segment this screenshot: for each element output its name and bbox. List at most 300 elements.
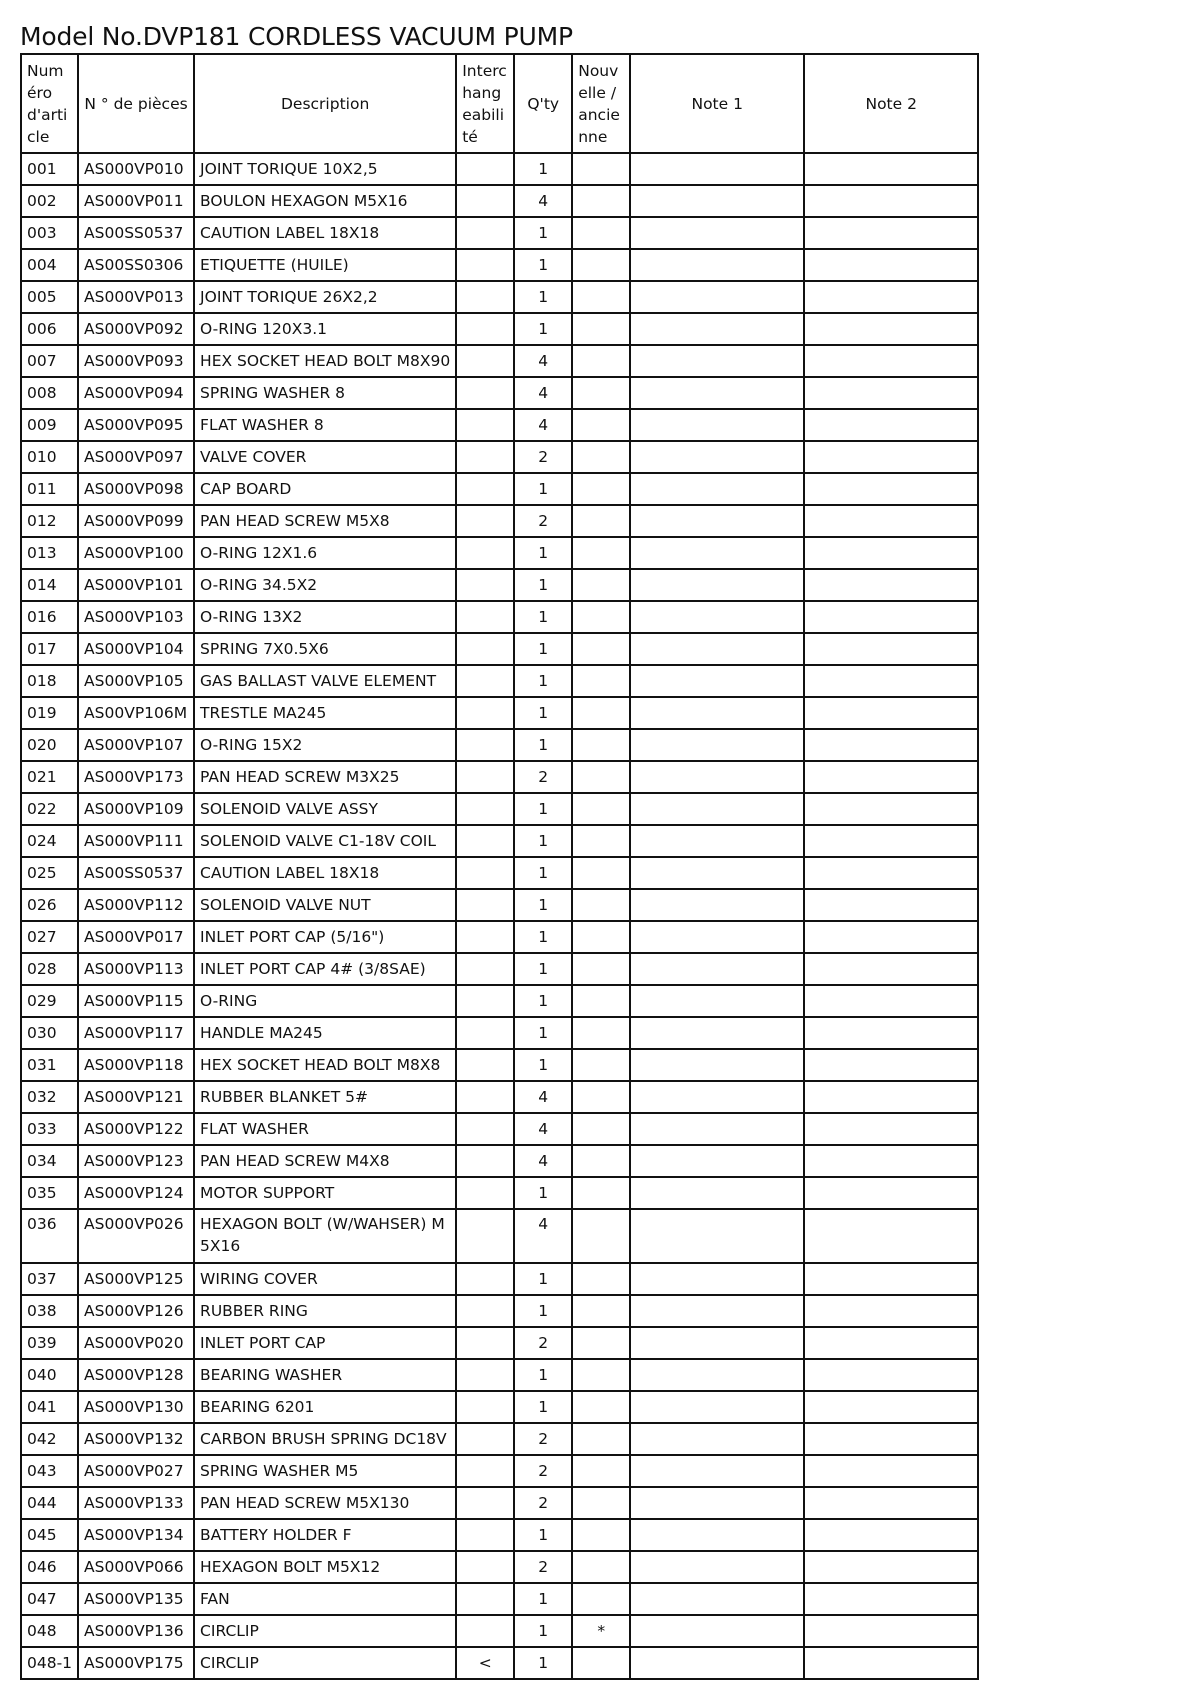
table-row [21,473,978,505]
cell-qty: 1 [514,537,572,569]
cell-description: PAN HEAD SCREW M5X8 [194,505,456,537]
cell-note-1 [630,1113,804,1145]
cell-qty: 1 [514,889,572,921]
cell-item-no: 004 [21,249,78,281]
cell-note-1 [630,1455,804,1487]
cell-item-no: 009 [21,409,78,441]
cell-part-no: AS000VP092 [78,313,194,345]
table-row [21,345,978,377]
cell-new-old [572,729,630,761]
cell-description: INLET PORT CAP [194,1327,456,1359]
cell-new-old [572,1145,630,1177]
cell-note-2 [804,1081,978,1113]
cell-part-no: AS000VP026 [78,1209,194,1263]
cell-part-no: AS000VP136 [78,1615,194,1647]
cell-note-2 [804,1177,978,1209]
cell-part-no: AS000VP093 [78,345,194,377]
cell-item-no: 046 [21,1551,78,1583]
cell-description: INLET PORT CAP 4# (3/8SAE) [194,953,456,985]
cell-new-old [572,1113,630,1145]
cell-description: HEX SOCKET HEAD BOLT M8X90 [194,345,456,377]
cell-new-old [572,409,630,441]
cell-note-2 [804,185,978,217]
cell-note-1 [630,793,804,825]
cell-interchangeability [456,601,514,633]
cell-new-old [572,1551,630,1583]
cell-interchangeability [456,857,514,889]
cell-qty: 1 [514,1049,572,1081]
cell-qty: 2 [514,1455,572,1487]
cell-note-1 [630,537,804,569]
cell-item-no: 027 [21,921,78,953]
cell-item-no: 029 [21,985,78,1017]
cell-note-1 [630,1209,804,1263]
cell-item-no: 040 [21,1359,78,1391]
header-item-no: Numéro d'article [21,54,78,153]
cell-interchangeability [456,1391,514,1423]
table-row [21,761,978,793]
cell-note-2 [804,1359,978,1391]
cell-new-old [572,1209,630,1263]
cell-new-old [572,1391,630,1423]
cell-description: FAN [194,1583,456,1615]
cell-note-2 [804,217,978,249]
cell-note-1 [630,1423,804,1455]
table-row [21,409,978,441]
cell-qty: 1 [514,1359,572,1391]
parts-table-body [21,153,978,1679]
header-qty: Q'ty [514,54,572,153]
cell-description: RUBBER BLANKET 5# [194,1081,456,1113]
cell-new-old [572,1583,630,1615]
cell-note-1 [630,1145,804,1177]
cell-new-old [572,1327,630,1359]
cell-qty: 1 [514,569,572,601]
cell-item-no: 030 [21,1017,78,1049]
cell-description: BEARING 6201 [194,1391,456,1423]
cell-description: JOINT TORIQUE 26X2,2 [194,281,456,313]
cell-new-old: * [572,1615,630,1647]
cell-qty: 4 [514,409,572,441]
cell-interchangeability [456,1113,514,1145]
cell-note-2 [804,1327,978,1359]
cell-item-no: 031 [21,1049,78,1081]
cell-new-old [572,1017,630,1049]
cell-item-no: 043 [21,1455,78,1487]
cell-interchangeability [456,313,514,345]
cell-interchangeability [456,1209,514,1263]
cell-description: BEARING WASHER [194,1359,456,1391]
cell-qty: 1 [514,1583,572,1615]
cell-qty: 1 [514,1263,572,1295]
cell-note-1 [630,921,804,953]
cell-new-old [572,1081,630,1113]
cell-qty: 2 [514,1487,572,1519]
table-row [21,1391,978,1423]
cell-description: BATTERY HOLDER F [194,1519,456,1551]
cell-part-no: AS00VP106M [78,697,194,729]
cell-new-old [572,601,630,633]
cell-qty: 4 [514,1081,572,1113]
cell-qty: 1 [514,1519,572,1551]
table-row [21,1455,978,1487]
cell-item-no: 003 [21,217,78,249]
cell-description: SPRING WASHER 8 [194,377,456,409]
table-row [21,537,978,569]
cell-description: WIRING COVER [194,1263,456,1295]
table-row [21,377,978,409]
cell-interchangeability [456,889,514,921]
cell-item-no: 005 [21,281,78,313]
cell-note-1 [630,1391,804,1423]
cell-part-no: AS000VP133 [78,1487,194,1519]
cell-interchangeability [456,345,514,377]
cell-interchangeability [456,665,514,697]
cell-description: SPRING WASHER M5 [194,1455,456,1487]
cell-note-2 [804,985,978,1017]
cell-qty: 1 [514,697,572,729]
cell-new-old [572,857,630,889]
cell-note-2 [804,793,978,825]
cell-part-no: AS000VP105 [78,665,194,697]
cell-part-no: AS000VP020 [78,1327,194,1359]
cell-item-no: 037 [21,1263,78,1295]
cell-description: SOLENOID VALVE C1-18V COIL [194,825,456,857]
cell-qty: 1 [514,281,572,313]
cell-note-2 [804,857,978,889]
cell-interchangeability [456,153,514,185]
cell-note-2 [804,1647,978,1679]
cell-item-no: 047 [21,1583,78,1615]
cell-item-no: 022 [21,793,78,825]
cell-note-2 [804,1487,978,1519]
cell-new-old [572,761,630,793]
cell-interchangeability [456,505,514,537]
cell-new-old [572,1359,630,1391]
cell-item-no: 044 [21,1487,78,1519]
cell-description: VALVE COVER [194,441,456,473]
cell-part-no: AS000VP099 [78,505,194,537]
cell-item-no: 039 [21,1327,78,1359]
cell-note-2 [804,1615,978,1647]
cell-note-1 [630,377,804,409]
cell-part-no: AS000VP111 [78,825,194,857]
cell-note-2 [804,921,978,953]
cell-qty: 1 [514,313,572,345]
header-part-no: N ° de pièces [78,54,194,153]
cell-note-2 [804,1209,978,1263]
cell-qty: 1 [514,249,572,281]
cell-note-1 [630,249,804,281]
table-row [21,1487,978,1519]
cell-description: PAN HEAD SCREW M3X25 [194,761,456,793]
cell-qty: 4 [514,1113,572,1145]
cell-new-old [572,825,630,857]
header-description: Description [194,54,456,153]
cell-description: HEX SOCKET HEAD BOLT M8X8 [194,1049,456,1081]
cell-interchangeability [456,441,514,473]
cell-part-no: AS000VP117 [78,1017,194,1049]
cell-qty: 1 [514,1177,572,1209]
table-row [21,1615,978,1647]
cell-item-no: 038 [21,1295,78,1327]
cell-note-1 [630,153,804,185]
cell-part-no: AS00SS0537 [78,217,194,249]
cell-new-old [572,1647,630,1679]
cell-interchangeability [456,1295,514,1327]
cell-note-2 [804,1049,978,1081]
cell-item-no: 007 [21,345,78,377]
cell-interchangeability [456,1017,514,1049]
cell-new-old [572,889,630,921]
cell-part-no: AS000VP103 [78,601,194,633]
table-row [21,505,978,537]
cell-item-no: 020 [21,729,78,761]
cell-description: SPRING 7X0.5X6 [194,633,456,665]
cell-description: BOULON HEXAGON M5X16 [194,185,456,217]
cell-new-old [572,1049,630,1081]
cell-note-1 [630,665,804,697]
cell-note-2 [804,665,978,697]
cell-interchangeability [456,697,514,729]
cell-part-no: AS000VP122 [78,1113,194,1145]
cell-note-2 [804,281,978,313]
cell-description: GAS BALLAST VALVE ELEMENT [194,665,456,697]
cell-note-1 [630,633,804,665]
table-row [21,1263,978,1295]
table-row [21,1519,978,1551]
header-interchangeability: Interchangeabilité [456,54,514,153]
cell-description: HEXAGON BOLT (W/WAHSER) M5X16 [194,1209,456,1263]
cell-note-1 [630,345,804,377]
cell-interchangeability [456,1359,514,1391]
cell-note-2 [804,441,978,473]
cell-description: FLAT WASHER [194,1113,456,1145]
table-row [21,825,978,857]
cell-note-2 [804,1145,978,1177]
cell-note-1 [630,217,804,249]
cell-part-no: AS000VP115 [78,985,194,1017]
cell-interchangeability [456,1487,514,1519]
table-row [21,889,978,921]
cell-note-2 [804,953,978,985]
cell-item-no: 042 [21,1423,78,1455]
cell-new-old [572,1423,630,1455]
cell-interchangeability [456,569,514,601]
cell-description: CAUTION LABEL 18X18 [194,217,456,249]
cell-description: TRESTLE MA245 [194,697,456,729]
cell-qty: 2 [514,441,572,473]
cell-part-no: AS000VP013 [78,281,194,313]
cell-part-no: AS000VP113 [78,953,194,985]
cell-item-no: 001 [21,153,78,185]
cell-new-old [572,1263,630,1295]
cell-note-1 [630,1615,804,1647]
cell-interchangeability [456,825,514,857]
cell-interchangeability [456,729,514,761]
cell-part-no: AS000VP097 [78,441,194,473]
cell-item-no: 045 [21,1519,78,1551]
cell-item-no: 036 [21,1209,78,1263]
cell-new-old [572,281,630,313]
cell-description: INLET PORT CAP (5/16") [194,921,456,953]
table-row [21,217,978,249]
cell-interchangeability [456,1519,514,1551]
cell-qty: 4 [514,1209,572,1263]
cell-interchangeability [456,217,514,249]
table-row [21,1049,978,1081]
cell-note-2 [804,729,978,761]
cell-interchangeability [456,1551,514,1583]
cell-new-old [572,793,630,825]
cell-interchangeability [456,1455,514,1487]
cell-part-no: AS000VP107 [78,729,194,761]
cell-interchangeability [456,537,514,569]
cell-new-old [572,953,630,985]
cell-qty: 2 [514,761,572,793]
cell-item-no: 016 [21,601,78,633]
cell-part-no: AS000VP126 [78,1295,194,1327]
cell-interchangeability [456,249,514,281]
table-row [21,569,978,601]
table-row [21,153,978,185]
cell-new-old [572,985,630,1017]
cell-new-old [572,1455,630,1487]
cell-interchangeability [456,793,514,825]
cell-interchangeability [456,985,514,1017]
table-row [21,1145,978,1177]
cell-interchangeability [456,1049,514,1081]
cell-note-2 [804,825,978,857]
cell-note-1 [630,825,804,857]
cell-item-no: 017 [21,633,78,665]
table-row [21,1081,978,1113]
cell-note-1 [630,1551,804,1583]
cell-note-2 [804,1519,978,1551]
cell-note-2 [804,1113,978,1145]
cell-description: FLAT WASHER 8 [194,409,456,441]
cell-new-old [572,185,630,217]
table-row [21,1551,978,1583]
cell-item-no: 008 [21,377,78,409]
cell-item-no: 025 [21,857,78,889]
table-row [21,857,978,889]
cell-note-1 [630,889,804,921]
cell-new-old [572,345,630,377]
cell-item-no: 014 [21,569,78,601]
table-row [21,665,978,697]
cell-note-2 [804,889,978,921]
table-row [21,1209,978,1263]
cell-interchangeability [456,1615,514,1647]
cell-note-2 [804,409,978,441]
cell-interchangeability [456,185,514,217]
table-row [21,921,978,953]
cell-description: O-RING [194,985,456,1017]
cell-part-no: AS000VP128 [78,1359,194,1391]
table-row [21,1359,978,1391]
cell-qty: 2 [514,1423,572,1455]
cell-qty: 1 [514,1615,572,1647]
cell-qty: 1 [514,217,572,249]
cell-new-old [572,217,630,249]
cell-note-2 [804,313,978,345]
cell-qty: 1 [514,1391,572,1423]
table-row [21,1423,978,1455]
cell-description: CAUTION LABEL 18X18 [194,857,456,889]
cell-note-1 [630,1017,804,1049]
cell-item-no: 034 [21,1145,78,1177]
cell-qty: 1 [514,1647,572,1679]
cell-new-old [572,153,630,185]
cell-part-no: AS000VP098 [78,473,194,505]
cell-description: SOLENOID VALVE NUT [194,889,456,921]
table-row [21,441,978,473]
table-row [21,185,978,217]
cell-item-no: 033 [21,1113,78,1145]
cell-qty: 1 [514,953,572,985]
cell-note-1 [630,729,804,761]
cell-qty: 1 [514,793,572,825]
table-row [21,1295,978,1327]
table-row [21,793,978,825]
cell-part-no: AS000VP100 [78,537,194,569]
cell-qty: 1 [514,857,572,889]
cell-note-1 [630,1049,804,1081]
cell-item-no: 028 [21,953,78,985]
cell-part-no: AS000VP101 [78,569,194,601]
cell-note-1 [630,985,804,1017]
cell-note-1 [630,505,804,537]
cell-note-1 [630,1177,804,1209]
cell-item-no: 026 [21,889,78,921]
cell-interchangeability: < [456,1647,514,1679]
table-row [21,1113,978,1145]
cell-qty: 1 [514,729,572,761]
cell-qty: 1 [514,601,572,633]
cell-part-no: AS000VP017 [78,921,194,953]
cell-new-old [572,313,630,345]
cell-note-1 [630,601,804,633]
parts-table [20,53,979,1680]
cell-description: RUBBER RING [194,1295,456,1327]
cell-note-1 [630,313,804,345]
cell-part-no: AS000VP124 [78,1177,194,1209]
cell-part-no: AS000VP130 [78,1391,194,1423]
cell-note-2 [804,1583,978,1615]
cell-new-old [572,473,630,505]
table-row [21,1583,978,1615]
cell-qty: 2 [514,505,572,537]
cell-part-no: AS00SS0537 [78,857,194,889]
header-note-1: Note 1 [630,54,804,153]
cell-new-old [572,249,630,281]
table-row [21,1017,978,1049]
cell-part-no: AS000VP010 [78,153,194,185]
table-row [21,953,978,985]
table-row [21,249,978,281]
cell-description: PAN HEAD SCREW M5X130 [194,1487,456,1519]
cell-item-no: 048 [21,1615,78,1647]
cell-part-no: AS000VP109 [78,793,194,825]
cell-qty: 4 [514,185,572,217]
cell-qty: 4 [514,377,572,409]
cell-qty: 4 [514,1145,572,1177]
cell-new-old [572,665,630,697]
cell-note-2 [804,1455,978,1487]
cell-item-no: 024 [21,825,78,857]
cell-description: CIRCLIP [194,1615,456,1647]
